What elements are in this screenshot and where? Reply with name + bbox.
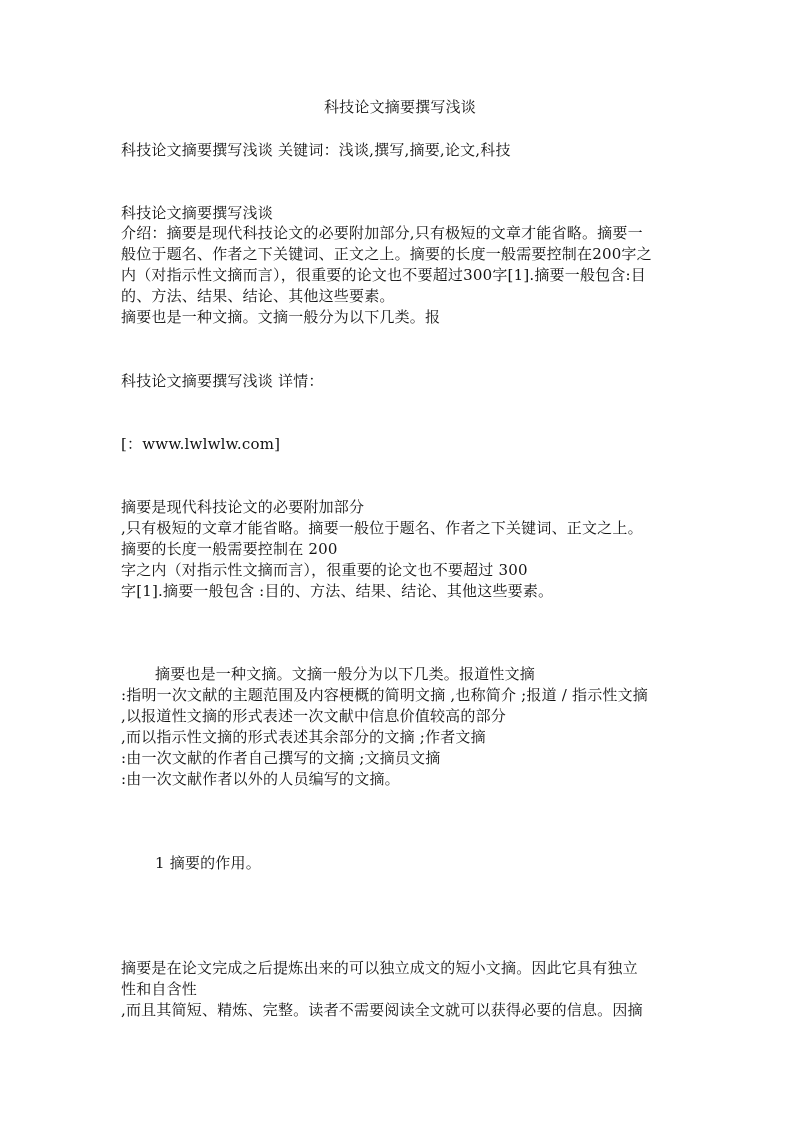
- details-line: 科技论文摘要撰写浅谈 详情：: [121, 372, 324, 390]
- paragraph-line: 摘要是在论文完成之后提炼出来的可以独立成文的短小文摘。因此它具有独立: [121, 959, 638, 977]
- paragraph-line: 摘要的长度一般需要控制在 200: [121, 540, 338, 558]
- summary-line: 般位于题名、作者之下关键词、正文之上。摘要的长度一般需要控制在200字之: [121, 245, 652, 263]
- paragraph-line: 字[1].摘要一般包含 :目的、方法、结果、结论、其他这些要素。: [121, 582, 554, 600]
- section-heading: 1 摘要的作用。: [155, 854, 261, 872]
- paragraph-line: ,而且其简短、精炼、完整。读者不需要阅读全文就可以获得必要的信息。因摘: [121, 1001, 643, 1019]
- paragraph-line: :指明一次文献的主题范围及内容梗概的简明文摘 ,也称简介 ;报道 / 指示性文摘: [121, 686, 649, 704]
- paragraph-line: :由一次文献作者以外的人员编写的文摘。: [121, 770, 400, 788]
- paragraph-line: 字之内（对指示性文摘而言），很重要的论文也不要超过 300: [121, 561, 528, 579]
- summary-line: 的、方法、结果、结论、其他这些要素。: [121, 287, 395, 305]
- paragraph-line: 性和自含性: [121, 980, 198, 998]
- paragraph-line: 摘要也是一种文摘。文摘一般分为以下几类。报道性文摘: [155, 665, 536, 683]
- keywords-line: 科技论文摘要撰写浅谈 关键词：浅谈,撰写,摘要,论文,科技: [121, 141, 511, 159]
- paragraph-line: ,而以指示性文摘的形式表述其余部分的文摘 ;作者文摘: [121, 728, 486, 746]
- summary-line: 介绍：摘要是现代科技论文的必要附加部分,只有极短的文章才能省略。摘要一: [121, 224, 643, 242]
- paragraph-line: 摘要是现代科技论文的必要附加部分: [121, 498, 365, 516]
- source-link[interactable]: [：www.lwlwlw.com]: [121, 435, 281, 453]
- paragraph-line: ,只有极短的文章才能省略。摘要一般位于题名、作者之下关键词、正文之上。: [121, 519, 643, 537]
- page-title: 科技论文摘要撰写浅谈: [323, 98, 476, 116]
- paragraph-line: ,以报道性文摘的形式表述一次文献中信息价值较高的部分: [121, 707, 506, 725]
- paragraph-line: :由一次文献的作者自己撰写的文摘 ;文摘员文摘: [121, 749, 441, 767]
- summary-line: 摘要也是一种文摘。文摘一般分为以下几类。报: [121, 308, 441, 326]
- summary-heading: 科技论文摘要撰写浅谈: [121, 204, 274, 222]
- summary-line: 内（对指示性文摘而言），很重要的论文也不要超过300字[1].摘要一般包含:目: [121, 266, 647, 284]
